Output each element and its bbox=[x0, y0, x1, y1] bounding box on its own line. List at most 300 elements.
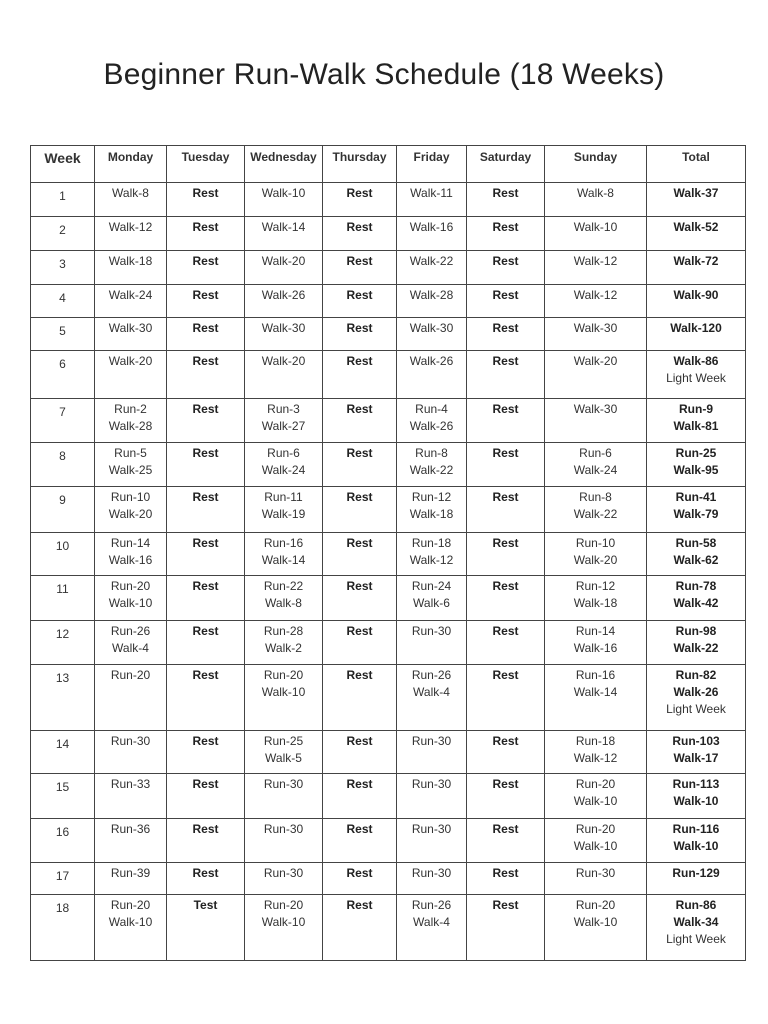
wednesday-cell bbox=[245, 399, 323, 443]
workout-text: Walk-34 bbox=[673, 915, 719, 929]
workout-text: Walk-90 bbox=[673, 288, 719, 302]
workout-text: Run-78 bbox=[675, 579, 717, 593]
workout-text: Run-12 bbox=[575, 579, 616, 593]
saturday-cell bbox=[467, 731, 545, 774]
saturday-cell bbox=[467, 487, 545, 533]
workout-text: Run-16 bbox=[575, 668, 616, 682]
workout-text: Run-30 bbox=[411, 734, 452, 748]
workout-text: Walk-37 bbox=[673, 186, 719, 200]
sunday-cell bbox=[545, 731, 647, 774]
sunday-cell bbox=[545, 774, 647, 819]
wednesday-cell bbox=[245, 731, 323, 774]
workout-text: Walk-95 bbox=[673, 463, 719, 477]
workout-text: Walk-10 bbox=[108, 915, 153, 929]
workout-text: Rest bbox=[346, 254, 373, 268]
saturday-cell bbox=[467, 285, 545, 318]
tuesday-cell bbox=[167, 285, 245, 318]
workout-text: Walk-8 bbox=[265, 596, 302, 610]
workout-text: Walk-30 bbox=[573, 321, 618, 335]
workout-text: Run-26 bbox=[110, 624, 151, 638]
table-row bbox=[31, 621, 746, 665]
workout-text: Run-14 bbox=[110, 536, 151, 550]
table-row bbox=[31, 774, 746, 819]
sunday-cell bbox=[545, 621, 647, 665]
wednesday-cell bbox=[245, 285, 323, 318]
workout-text: Walk-10 bbox=[261, 186, 306, 200]
total-cell bbox=[647, 217, 746, 251]
workout-text: Rest bbox=[192, 321, 219, 335]
thursday-cell bbox=[323, 399, 397, 443]
total-cell bbox=[647, 665, 746, 731]
workout-text: Run-8 bbox=[579, 490, 612, 504]
workout-text: Walk-2 bbox=[265, 641, 302, 655]
sunday-cell bbox=[545, 217, 647, 251]
week-number: 10 bbox=[55, 539, 70, 553]
week-number: 1 bbox=[59, 189, 66, 203]
workout-text: Rest bbox=[492, 288, 519, 302]
workout-text: Walk-5 bbox=[265, 751, 302, 765]
friday-cell bbox=[397, 621, 467, 665]
workout-text: Rest bbox=[346, 288, 373, 302]
monday-cell bbox=[95, 443, 167, 487]
workout-text: Walk-62 bbox=[673, 553, 719, 567]
tuesday-cell bbox=[167, 487, 245, 533]
monday-cell bbox=[95, 251, 167, 285]
saturday-cell bbox=[467, 443, 545, 487]
week-number-cell bbox=[31, 665, 95, 731]
workout-text: Rest bbox=[346, 734, 373, 748]
workout-text: Walk-81 bbox=[673, 419, 719, 433]
workout-text: Rest bbox=[192, 490, 219, 504]
week-number-cell bbox=[31, 819, 95, 863]
workout-text: Walk-24 bbox=[573, 463, 618, 477]
tuesday-cell bbox=[167, 217, 245, 251]
week-number-cell bbox=[31, 285, 95, 318]
workout-text: Walk-10 bbox=[673, 794, 719, 808]
week-number: 14 bbox=[55, 737, 70, 751]
header-sunday: Sunday bbox=[545, 146, 647, 183]
workout-text: Rest bbox=[492, 579, 519, 593]
saturday-cell bbox=[467, 351, 545, 399]
wednesday-cell bbox=[245, 487, 323, 533]
saturday-cell bbox=[467, 621, 545, 665]
tuesday-cell bbox=[167, 819, 245, 863]
monday-cell bbox=[95, 774, 167, 819]
workout-text: Test bbox=[193, 898, 218, 912]
saturday-cell bbox=[467, 863, 545, 895]
sunday-cell bbox=[545, 665, 647, 731]
workout-text: Walk-26 bbox=[261, 288, 306, 302]
table-row bbox=[31, 443, 746, 487]
workout-text: Run-6 bbox=[579, 446, 612, 460]
monday-cell bbox=[95, 399, 167, 443]
workout-text: Run-98 bbox=[675, 624, 717, 638]
workout-text: Rest bbox=[192, 866, 219, 880]
total-cell bbox=[647, 533, 746, 576]
saturday-cell bbox=[467, 399, 545, 443]
workout-text: Run-24 bbox=[411, 579, 452, 593]
week-number-cell bbox=[31, 533, 95, 576]
workout-text: Run-20 bbox=[110, 579, 151, 593]
sunday-cell bbox=[545, 183, 647, 217]
week-number-cell bbox=[31, 487, 95, 533]
week-number-cell bbox=[31, 251, 95, 285]
wednesday-cell bbox=[245, 774, 323, 819]
thursday-cell bbox=[323, 863, 397, 895]
workout-text: Rest bbox=[492, 777, 519, 791]
wednesday-cell bbox=[245, 819, 323, 863]
workout-text: Rest bbox=[346, 402, 373, 416]
week-number-cell bbox=[31, 183, 95, 217]
workout-text: Run-10 bbox=[110, 490, 151, 504]
wednesday-cell bbox=[245, 533, 323, 576]
workout-text: Walk-30 bbox=[573, 402, 618, 416]
workout-text: Walk-10 bbox=[261, 915, 306, 929]
workout-text: Run-9 bbox=[679, 402, 713, 416]
workout-text: Run-116 bbox=[672, 822, 720, 836]
total-cell bbox=[647, 351, 746, 399]
table-row bbox=[31, 183, 746, 217]
workout-text: Rest bbox=[492, 186, 519, 200]
week-number-cell bbox=[31, 576, 95, 621]
tuesday-cell bbox=[167, 895, 245, 961]
workout-text: Rest bbox=[492, 446, 519, 460]
thursday-cell bbox=[323, 533, 397, 576]
workout-text: Walk-14 bbox=[261, 553, 306, 567]
workout-text: Run-25 bbox=[263, 734, 304, 748]
workout-text: Walk-26 bbox=[409, 419, 454, 433]
friday-cell bbox=[397, 576, 467, 621]
week-number: 15 bbox=[55, 780, 70, 794]
workout-text: Walk-20 bbox=[108, 507, 153, 521]
tuesday-cell bbox=[167, 863, 245, 895]
workout-text: Run-25 bbox=[675, 446, 717, 460]
thursday-cell bbox=[323, 621, 397, 665]
monday-cell bbox=[95, 863, 167, 895]
workout-text: Walk-72 bbox=[673, 254, 719, 268]
friday-cell bbox=[397, 774, 467, 819]
friday-cell bbox=[397, 863, 467, 895]
workout-text: Rest bbox=[346, 624, 373, 638]
sunday-cell bbox=[545, 895, 647, 961]
friday-cell bbox=[397, 351, 467, 399]
workout-text: Run-58 bbox=[675, 536, 717, 550]
week-number: 13 bbox=[55, 671, 70, 685]
workout-text: Rest bbox=[192, 254, 219, 268]
saturday-cell bbox=[467, 217, 545, 251]
workout-text: Walk-86 bbox=[673, 354, 719, 368]
friday-cell bbox=[397, 487, 467, 533]
tuesday-cell bbox=[167, 351, 245, 399]
workout-text: Walk-30 bbox=[108, 321, 153, 335]
workout-text: Rest bbox=[192, 624, 219, 638]
tuesday-cell bbox=[167, 318, 245, 351]
workout-text: Run-103 bbox=[672, 734, 720, 748]
monday-cell bbox=[95, 351, 167, 399]
workout-text: Rest bbox=[492, 734, 519, 748]
sunday-cell bbox=[545, 285, 647, 318]
workout-text: Walk-12 bbox=[573, 288, 618, 302]
workout-text: Rest bbox=[346, 579, 373, 593]
workout-text: Run-20 bbox=[263, 668, 304, 682]
total-cell bbox=[647, 895, 746, 961]
workout-text: Rest bbox=[346, 898, 373, 912]
workout-text: Walk-18 bbox=[108, 254, 153, 268]
workout-text: Run-26 bbox=[411, 668, 452, 682]
week-number: 17 bbox=[55, 869, 70, 883]
week-number-cell bbox=[31, 731, 95, 774]
header-thursday: Thursday bbox=[323, 146, 397, 183]
table-row bbox=[31, 576, 746, 621]
total-cell bbox=[647, 318, 746, 351]
wednesday-cell bbox=[245, 217, 323, 251]
workout-text: Walk-28 bbox=[108, 419, 153, 433]
workout-text: Rest bbox=[492, 866, 519, 880]
sunday-cell bbox=[545, 863, 647, 895]
header-tuesday: Tuesday bbox=[167, 146, 245, 183]
friday-cell bbox=[397, 443, 467, 487]
workout-text: Run-30 bbox=[411, 866, 452, 880]
workout-text: Walk-10 bbox=[261, 685, 306, 699]
saturday-cell bbox=[467, 665, 545, 731]
thursday-cell bbox=[323, 895, 397, 961]
workout-text: Run-20 bbox=[575, 777, 616, 791]
workout-text: Rest bbox=[346, 668, 373, 682]
workout-text: Walk-16 bbox=[573, 641, 618, 655]
tuesday-cell bbox=[167, 576, 245, 621]
workout-text: Rest bbox=[192, 579, 219, 593]
workout-text: Run-86 bbox=[675, 898, 717, 912]
workout-text: Walk-30 bbox=[409, 321, 454, 335]
table-row bbox=[31, 895, 746, 961]
total-cell bbox=[647, 819, 746, 863]
sunday-cell bbox=[545, 318, 647, 351]
thursday-cell bbox=[323, 731, 397, 774]
sunday-cell bbox=[545, 487, 647, 533]
workout-text: Walk-10 bbox=[573, 794, 618, 808]
thursday-cell bbox=[323, 251, 397, 285]
header-wednesday: Wednesday bbox=[245, 146, 323, 183]
total-cell bbox=[647, 774, 746, 819]
workout-text: Run-20 bbox=[263, 898, 304, 912]
wednesday-cell bbox=[245, 665, 323, 731]
workout-text: Rest bbox=[492, 490, 519, 504]
week-number-cell bbox=[31, 621, 95, 665]
workout-text: Run-10 bbox=[575, 536, 616, 550]
monday-cell bbox=[95, 895, 167, 961]
monday-cell bbox=[95, 487, 167, 533]
tuesday-cell bbox=[167, 251, 245, 285]
wednesday-cell bbox=[245, 863, 323, 895]
workout-text: Run-36 bbox=[110, 822, 151, 836]
wednesday-cell bbox=[245, 576, 323, 621]
workout-text: Run-33 bbox=[110, 777, 151, 791]
workout-text: Rest bbox=[192, 668, 219, 682]
workout-text: Run-11 bbox=[264, 490, 303, 504]
workout-text: Walk-16 bbox=[108, 553, 153, 567]
workout-text: Rest bbox=[192, 288, 219, 302]
workout-text: Walk-18 bbox=[573, 596, 618, 610]
monday-cell bbox=[95, 217, 167, 251]
workout-text: Rest bbox=[346, 321, 373, 335]
workout-text: Walk-20 bbox=[573, 354, 618, 368]
total-cell bbox=[647, 443, 746, 487]
workout-text: Walk-22 bbox=[573, 507, 618, 521]
workout-text: Run-20 bbox=[110, 898, 151, 912]
friday-cell bbox=[397, 533, 467, 576]
workout-text: Walk-8 bbox=[112, 186, 149, 200]
header-week: Week bbox=[31, 146, 95, 183]
week-number-cell bbox=[31, 774, 95, 819]
workout-text: Rest bbox=[192, 734, 219, 748]
friday-cell bbox=[397, 285, 467, 318]
week-number-cell bbox=[31, 318, 95, 351]
workout-text: Run-4 bbox=[415, 402, 448, 416]
table-row bbox=[31, 251, 746, 285]
workout-text: Run-18 bbox=[575, 734, 616, 748]
workout-text: Walk-24 bbox=[261, 463, 306, 477]
week-number: 8 bbox=[59, 449, 66, 463]
workout-text: Rest bbox=[192, 402, 219, 416]
table-row bbox=[31, 863, 746, 895]
workout-text: Walk-22 bbox=[673, 641, 719, 655]
thursday-cell bbox=[323, 217, 397, 251]
wednesday-cell bbox=[245, 183, 323, 217]
thursday-cell bbox=[323, 487, 397, 533]
week-number: 9 bbox=[59, 493, 66, 507]
thursday-cell bbox=[323, 576, 397, 621]
workout-text: Walk-10 bbox=[573, 220, 618, 234]
table-row bbox=[31, 318, 746, 351]
friday-cell bbox=[397, 819, 467, 863]
workout-text: Run-30 bbox=[411, 822, 452, 836]
workout-text: Run-30 bbox=[263, 777, 304, 791]
week-number: 16 bbox=[55, 825, 70, 839]
workout-text: Walk-12 bbox=[108, 220, 153, 234]
workout-text: Rest bbox=[346, 866, 373, 880]
workout-text: Run-22 bbox=[263, 579, 304, 593]
thursday-cell bbox=[323, 665, 397, 731]
workout-text: Walk-12 bbox=[573, 254, 618, 268]
workout-text: Run-113 bbox=[672, 777, 720, 791]
thursday-cell bbox=[323, 774, 397, 819]
workout-text: Rest bbox=[346, 536, 373, 550]
workout-text: Rest bbox=[492, 254, 519, 268]
workout-text: Walk-20 bbox=[261, 354, 306, 368]
wednesday-cell bbox=[245, 251, 323, 285]
header-total: Total bbox=[647, 146, 746, 183]
workout-text: Walk-42 bbox=[673, 596, 719, 610]
workout-text: Walk-20 bbox=[261, 254, 306, 268]
workout-text: Walk-20 bbox=[573, 553, 618, 567]
table-row bbox=[31, 399, 746, 443]
week-note: Light Week bbox=[666, 702, 726, 716]
thursday-cell bbox=[323, 285, 397, 318]
workout-text: Walk-20 bbox=[108, 354, 153, 368]
thursday-cell bbox=[323, 183, 397, 217]
workout-text: Walk-14 bbox=[261, 220, 306, 234]
week-number-cell bbox=[31, 217, 95, 251]
week-number-cell bbox=[31, 863, 95, 895]
tuesday-cell bbox=[167, 443, 245, 487]
saturday-cell bbox=[467, 774, 545, 819]
friday-cell bbox=[397, 665, 467, 731]
header-friday: Friday bbox=[397, 146, 467, 183]
tuesday-cell bbox=[167, 399, 245, 443]
header-monday: Monday bbox=[95, 146, 167, 183]
workout-text: Rest bbox=[192, 220, 219, 234]
total-cell bbox=[647, 251, 746, 285]
workout-text: Run-30 bbox=[411, 777, 452, 791]
monday-cell bbox=[95, 621, 167, 665]
workout-text: Rest bbox=[346, 220, 373, 234]
week-number: 6 bbox=[59, 357, 66, 371]
workout-text: Rest bbox=[192, 777, 219, 791]
workout-text: Rest bbox=[492, 321, 519, 335]
saturday-cell bbox=[467, 251, 545, 285]
workout-text: Walk-79 bbox=[673, 507, 719, 521]
workout-text: Run-26 bbox=[411, 898, 452, 912]
workout-text: Walk-4 bbox=[413, 685, 450, 699]
week-number-cell bbox=[31, 351, 95, 399]
workout-text: Rest bbox=[192, 536, 219, 550]
workout-text: Walk-10 bbox=[673, 839, 719, 853]
total-cell bbox=[647, 863, 746, 895]
week-number-cell bbox=[31, 443, 95, 487]
thursday-cell bbox=[323, 443, 397, 487]
total-cell bbox=[647, 576, 746, 621]
workout-text: Rest bbox=[192, 822, 219, 836]
workout-text: Walk-120 bbox=[670, 321, 722, 335]
workout-text: Walk-52 bbox=[673, 220, 719, 234]
workout-text: Run-8 bbox=[415, 446, 448, 460]
week-number: 11 bbox=[56, 582, 69, 596]
week-note: Light Week bbox=[666, 371, 726, 385]
saturday-cell bbox=[467, 819, 545, 863]
sunday-cell bbox=[545, 251, 647, 285]
week-number-cell bbox=[31, 399, 95, 443]
page-title: Beginner Run-Walk Schedule (18 Weeks) bbox=[103, 58, 665, 91]
workout-text: Walk-18 bbox=[409, 507, 454, 521]
table-row bbox=[31, 731, 746, 774]
friday-cell bbox=[397, 895, 467, 961]
workout-text: Walk-22 bbox=[409, 463, 454, 477]
workout-text: Walk-19 bbox=[261, 507, 306, 521]
workout-text: Run-30 bbox=[263, 866, 304, 880]
workout-text: Rest bbox=[192, 446, 219, 460]
workout-text: Run-2 bbox=[114, 402, 147, 416]
saturday-cell bbox=[467, 318, 545, 351]
wednesday-cell bbox=[245, 351, 323, 399]
tuesday-cell bbox=[167, 665, 245, 731]
sunday-cell bbox=[545, 443, 647, 487]
week-number: 2 bbox=[59, 223, 66, 237]
total-cell bbox=[647, 399, 746, 443]
header-saturday: Saturday bbox=[467, 146, 545, 183]
sunday-cell bbox=[545, 533, 647, 576]
workout-text: Walk-26 bbox=[409, 354, 454, 368]
tuesday-cell bbox=[167, 183, 245, 217]
workout-text: Rest bbox=[346, 446, 373, 460]
total-cell bbox=[647, 285, 746, 318]
workout-text: Walk-17 bbox=[673, 751, 719, 765]
workout-text: Rest bbox=[192, 186, 219, 200]
monday-cell bbox=[95, 731, 167, 774]
workout-text: Rest bbox=[346, 186, 373, 200]
monday-cell bbox=[95, 576, 167, 621]
workout-text: Rest bbox=[492, 220, 519, 234]
workout-text: Rest bbox=[346, 822, 373, 836]
